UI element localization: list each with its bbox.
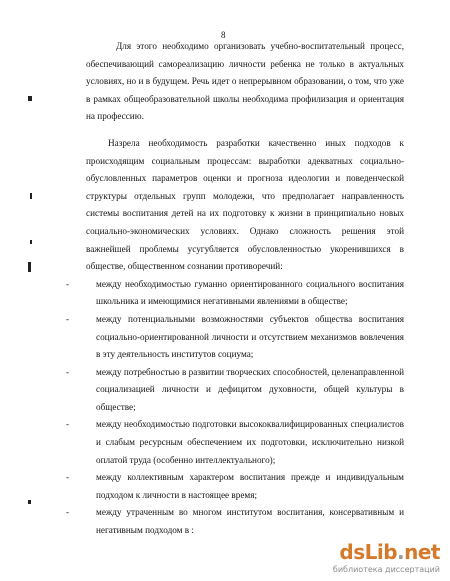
scan-artifact	[28, 500, 31, 504]
contradictions-list	[66, 276, 404, 540]
list-item: - между потенциальными возможностями субъектов общества воспитания социально-ориентированной личности и отсутствием механизмов вовлечения в эту деятельность институтов социума;	[66, 311, 404, 364]
list-item: - между необходимостью гуманно ориентированного социального воспитания школьника и имеющимися негативными явлениями в обществе;	[66, 276, 404, 311]
page-number: 8	[221, 30, 226, 40]
list-item: - между необходимостью подготовки высококвалифицированных специалистов и слабым ресурсным обеспечением их подготовки, исключительно низкой оплатой труда (особенно интеллектуального);	[66, 416, 404, 469]
scan-artifact	[28, 262, 31, 272]
scan-artifact	[30, 240, 32, 244]
watermark-subtitle: библиотека диссертаций	[332, 565, 440, 574]
scan-artifact	[28, 96, 32, 101]
paragraph: Для этого необходимо организовать учебно-воспитательный процесс, обеспечивающий самореализацию личности ребенка не только в актуальных условиях, но и в будущем. Речь идет о непрерывном образовании, о том, что уже в рамках общеобразовательной школы необходима профилизация и ориентация на профессию.	[86, 41, 404, 122]
dslib-logo: dsLib.net	[339, 540, 440, 564]
dslib-watermark	[330, 540, 440, 574]
list-item: - между коллективным характером воспитания прежде и индивидуальным подходом к личности в настоящее время;	[66, 469, 404, 504]
paragraph: Назрела необходимость разработки качественно иных подходов к происходящим социальным процессам: выработки адекватных социально-обусловленных параметров оценки и прогноза идеологии и поведенческой структуры отдельных групп молодежи, что предполагает направленность системы воспитания детей на их подготовку к жизни в принципиально новых социально-экономических условиях. Однако сложность решения этой важнейшей проблемы усугубляется обусловленностью укоренившихся в обществе, общественном сознании противоречий:	[86, 137, 404, 272]
scan-artifact	[30, 193, 32, 199]
page-body	[86, 38, 404, 540]
list-item: - между потребностью в развитии творческих способностей, целенаправленной социализацией личности и дефицитом духовности, общей культуры в обществе;	[66, 364, 404, 417]
list-item: - между утраченным во многом институтом воспитания, консервативным и негативным подходом в :	[66, 504, 404, 539]
